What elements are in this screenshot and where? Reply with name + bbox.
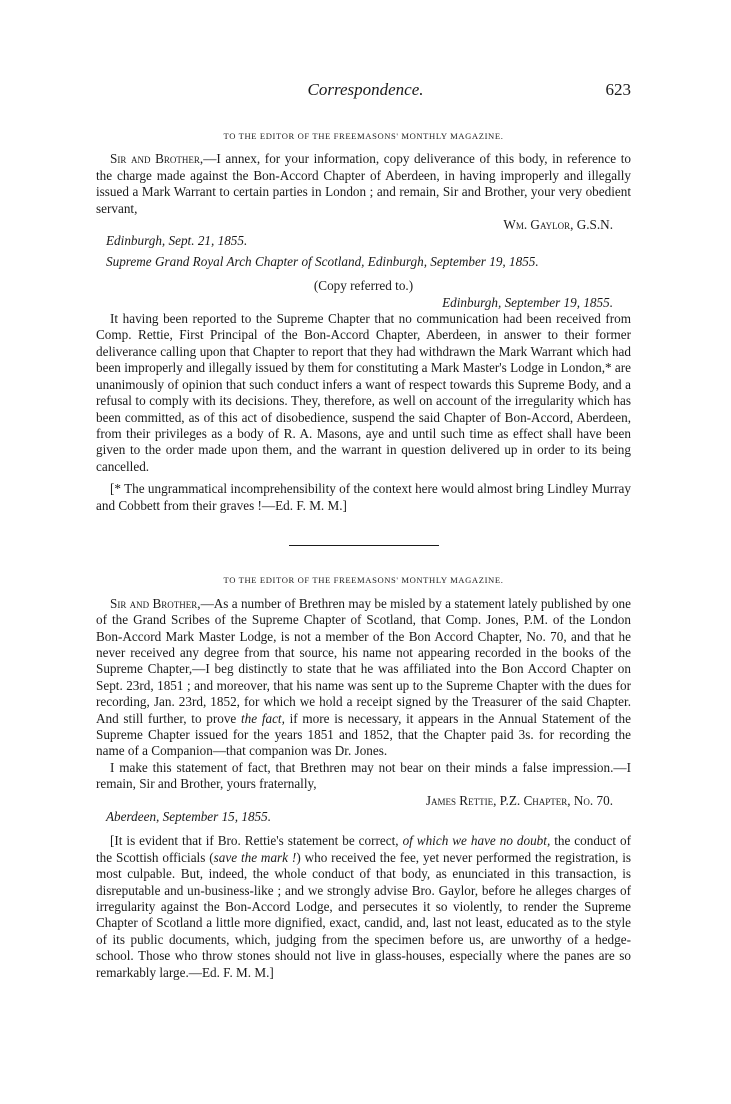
page-number: 623 (605, 80, 631, 99)
copy-date: Edinburgh, September 19, 1855. (442, 294, 613, 310)
editor-footnote: [* The ungrammatical incomprehensibility of the context here would almost bring Lindley Murray and Cobbett from their graves !—Ed. F. M. M.] (96, 481, 631, 513)
letter1-body-text: —I annex, for your information, copy deliverance of this body, in reference to the charge made against the Bon-Accord Chapter of Aberdeen, in having improperly and illegally issued a Mark Warrant to certain parties in London ; and remain, Sir and Brother, your very obedient servant, (96, 151, 631, 216)
letter2-body-b: if more is necessary, it appears in the Annual Statement of the Supreme Chapter issued for the years 1851 and 1852, that the Chapter paid 3s. for recording the name of a Companion—that companion was Dr. Jones. (96, 710, 631, 759)
copy-note: (Copy referred to.) (313, 278, 414, 294)
letter2-body-italic: the fact, (241, 710, 285, 726)
section-title: Correspondence. (307, 80, 424, 99)
editor-comment (96, 833, 631, 981)
letter2-body-a: —As a number of Brethren may be misled by a statement lately published by one of the Grand Scribes of the Supreme Chapter of Scotland, that Comp. Jones, P.M. of the London Bon-Accord Mark Master Lodge, is not a member of the Bon Accord Chapter, No. 70, and that he never received any degree from that source, his name not appearing recorded in the books of the Supreme Chapter,—I beg distinctly to state that he was affiliated into the Bon Accord Chapter on Sept. 23rd, 1851 ; and moreover, that his name was sent up to the Supreme Chapter with the dues for recording, Jan. 23rd, 1852, for which we hold a receipt signed by the Treasurer of the said Chapter. And still further, to prove (96, 595, 631, 726)
letter2-signature: James Rettie, P.Z. Chapter, No. 70. (425, 792, 613, 808)
editor-comment-c: ) who received the fee, yet never performed the registration, is most culpable. But, indeed, the whole conduct of that body, as enunciated in this transaction, is disreputable and un-business-like ; and we strongly advise Bro. Gaylor, before he alleges charges of irregularity against the Bon-Accord Lodge, and persecutes it so violently, to render the Supreme Chapter of Scotland a little more dignified, exact, candid, and, last not least, educated as to the style of its public documents, which, judging from the specimen before us, are unworthy of a hedge-school. Those who throw stones should not live in glass-houses, especially where the panes are so remarkably large.—Ed. F. M. M.] (96, 849, 631, 980)
letter1-heading: TO THE EDITOR OF THE FREEMASONS' MONTHLY MAGAZINE. (223, 131, 504, 141)
letter1-salutation: Sir and Brother, (110, 151, 204, 167)
letter2-place-date: Aberdeen, September 15, 1855. (106, 809, 272, 825)
letter1-place-date: Edinburgh, Sept. 21, 1855. (106, 233, 248, 249)
running-head (0, 80, 731, 104)
editor-comment-a: [It is evident that if Bro. Rettie's statement be correct, (110, 833, 403, 849)
letter1-chapter-line: Supreme Grand Royal Arch Chapter of Scotland, Edinburgh, September 19, 1855. (106, 253, 539, 269)
letter2-closing: I make this statement of fact, that Brethren may not bear on their minds a false impression.—I remain, Sir and Brother, yours fraternally, (96, 759, 631, 792)
letter1-body (96, 151, 631, 217)
letter2-heading: TO THE EDITOR OF THE FREEMASONS' MONTHLY MAGAZINE. (223, 575, 504, 586)
deliverance-text: It having been reported to the Supreme Chapter that no communication had been received from Comp. Rettie, First Principal of the Bon-Accord Chapter, Aberdeen, in answer to their former deliverance calling upon that Chapter to report that they had withdrawn the Mark Warrant which had been improperly and illegally issued by them for constituting a Mark Master's Lodge in London,* are unanimously of opinion that such conduct infers a want of respect towards this Supreme Body, and a refusal to comply with its decisions. They, therefore, as well on account of the irregularity which has been committed, as of this act of disobedience, suspend the said Chapter of Bon-Accord, Aberdeen, from their privileges as a body of R. A. Masons, aye and until such time as effect shall have been given to the order made upon them, and the warrant in question delivered up in order to its being cancelled. (96, 311, 631, 474)
editor-comment-italic2: save the mark ! (213, 849, 297, 865)
letter2-body (96, 596, 631, 760)
editor-comment-italic1: of which we have no doubt, (402, 833, 551, 849)
page-body (96, 128, 631, 981)
editor-comment-b: the conduct of the Scottish officials ( (96, 833, 632, 865)
letter2-salutation: Sir and Brother, (110, 595, 201, 611)
section-divider (96, 534, 631, 550)
letter1-signature: Wm. Gaylor, G.S.N. (503, 217, 613, 233)
